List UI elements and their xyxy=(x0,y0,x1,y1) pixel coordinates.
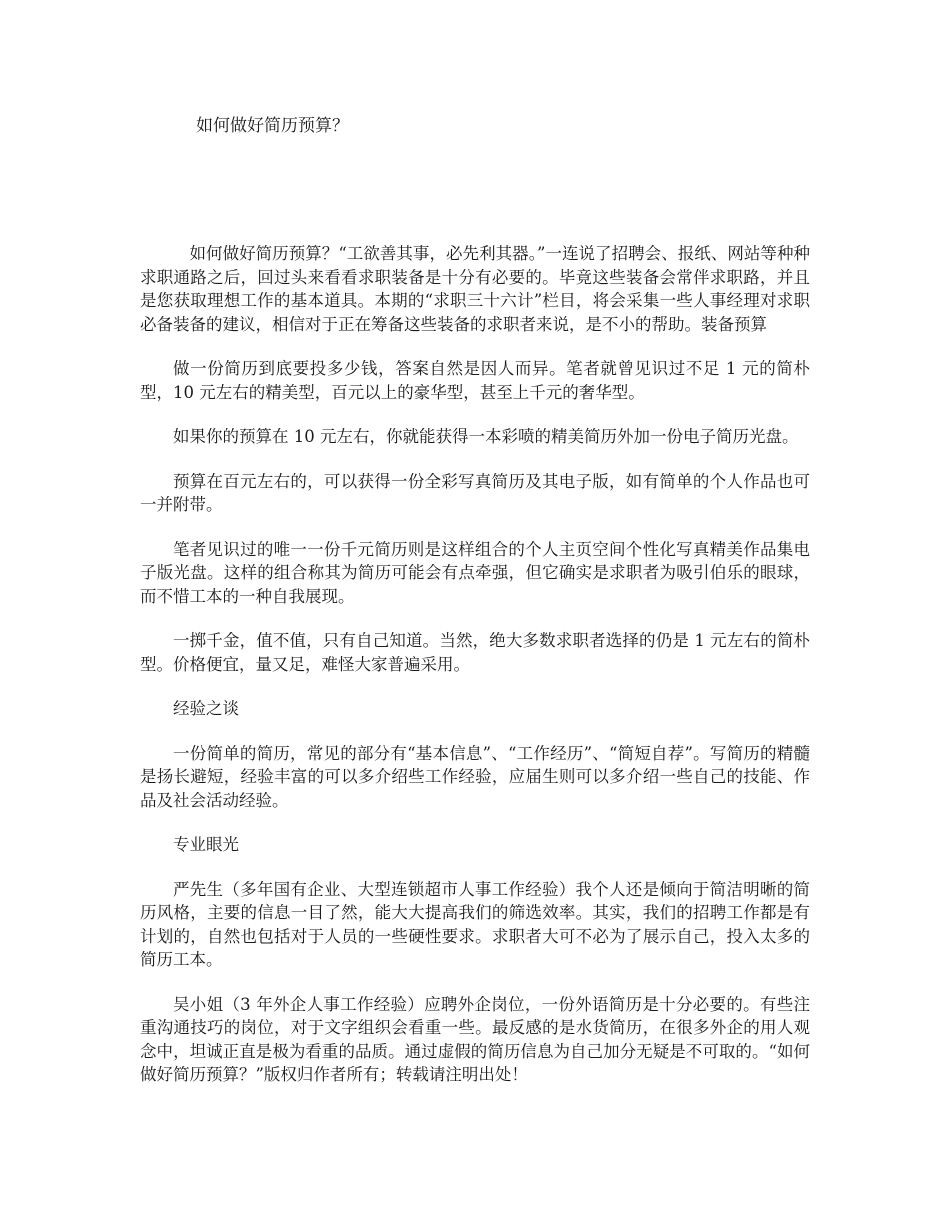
paragraph-ms-wu: 吴小姐（3 年外企人事工作经验）应聘外企岗位，一份外语简历是十分必要的。有些注重沟通技巧的岗位，对于文字组织会看重一些。最反感的是水货简历，在很多外企的用人观念中，坦诚正直是极为看重的品质。通过虚假的简历信息为自己加分无疑是不可取的。“如何做好简历预算？”版权归作者所有；转载请注明出处！ xyxy=(140,994,810,1084)
document-title: 如何做好简历预算？ xyxy=(196,116,349,136)
paragraph-ten-yuan: 如果你的预算在 10 元左右，你就能获得一本彩喷的精美简历外加一份电子简历光盘。 xyxy=(173,427,799,446)
paragraph-worth-it: 一掷千金，值不值，只有自己知道。当然，绝大多数求职者选择的仍是 1 元左右的简朴型。价格便宜，量又足，难怪大家普遍采用。 xyxy=(140,631,810,674)
paragraph-intro: 如何做好简历预算？“工欲善其事，必先利其器。”一连说了招聘会、报纸、网站等种种求职通路之后，回过头来看看求职装备是十分有必要的。毕竟这些装备会常伴求职路，并且是您获取理想工作的基本道具。本期的“求职三十六计”栏目，将会采集一些人事经理对求职必备装备的建议，相信对于正在筹备这些装备的求职者来说，是不小的帮助。装备预算 xyxy=(140,244,810,334)
section-heading-experience: 经验之谈 xyxy=(173,699,239,718)
paragraph-experience: 一份简单的简历，常见的部分有“基本信息”、“工作经历”、“简短自荐”。写简历的精髓是扬长避短，经验丰富的可以多介绍些工作经验，应届生则可以多介绍一些自己的技能、作品及社会活动经验。 xyxy=(140,743,810,810)
section-heading-professional: 专业眼光 xyxy=(173,835,239,854)
paragraph-hundred-yuan: 预算在百元左右的，可以获得一份全彩写真简历及其电子版，如有简单的个人作品也可一并附带。 xyxy=(140,471,810,514)
paragraph-mr-yan: 严先生（多年国有企业、大型连锁超市人事工作经验）我个人还是倾向于简洁明晰的简历风格，主要的信息一目了然，能大大提高我们的筛选效率。其实，我们的招聘工作都是有计划的，自然也包括对于人员的一些硬性要求。求职者大可不必为了展示自己，投入太多的简历工本。 xyxy=(140,879,810,969)
paragraph-budget-range: 做一份简历到底要投多少钱，答案自然是因人而异。笔者就曾见识过不足 1 元的简朴型，10 元左右的精美型，百元以上的豪华型，甚至上千元的奢华型。 xyxy=(140,359,810,402)
document-body xyxy=(140,242,810,1108)
paragraph-thousand-yuan: 笔者见识过的唯一一份千元简历则是这样组合的个人主页空间个性化写真精美作品集电子版光盘。这样的组合称其为简历可能会有点牵强，但它确实是求职者为吸引伯乐的眼球，而不惜工本的一种自我展现。 xyxy=(140,539,810,606)
